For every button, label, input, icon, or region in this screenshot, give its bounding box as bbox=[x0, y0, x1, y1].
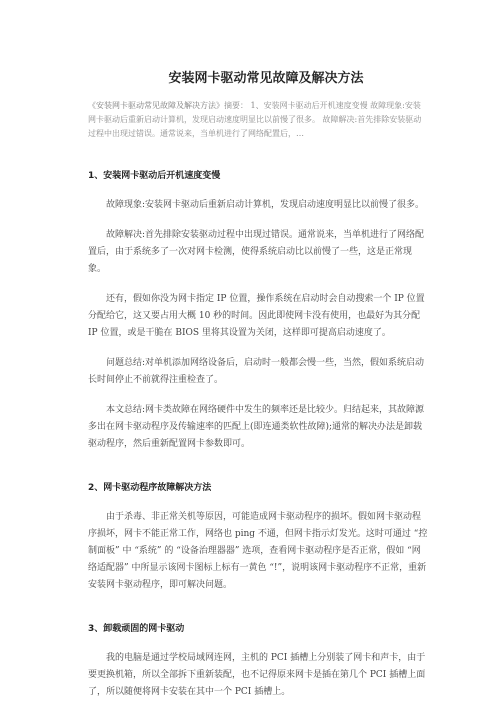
summary-text: 摘要： 1、安装网卡驱动后开机速度变慢 故障现象:安装网卡驱动后重新启动计算机，发现启动速度明显比以前慢了很多。 故障解决:首先排除安装驱动过程中出现过错误。通常说来，当单机进行了网络配置后，… bbox=[88, 101, 422, 138]
paragraph: 故障解决:首先排除安装驱动过程中出现过错误。通常说来，当单机进行了网络配置后，由于系统多了一次对网卡检测，使得系统启动比以前慢了一些，这是正常现象。 bbox=[88, 230, 425, 274]
paragraph: 我的电脑是通过学校局域网连网，主机的 PCI 插槽上分别装了网卡和声卡，由于要更换机箱，所以全部拆下重新装配，也不记得原来网卡是插在第几个 PCI 插槽上面了，所以随便将网卡安装在其中一个 PCI 插槽上。 bbox=[88, 653, 426, 697]
article-title: 安装网卡驱动常见故障及解决方法 bbox=[168, 71, 364, 86]
paragraph: 本文总结:网卡类故障在网络硬件中发生的频率还是比较少。归结起来，其故障源多出在网卡驱动程序及传输速率的匹配上(即连通类软性故障);通常的解决办法是卸载驱动程序，然后重新配置网卡参数即可。 bbox=[88, 405, 425, 449]
section-heading-2: 2、网卡驱动程序故障解决方法 bbox=[88, 483, 212, 493]
paragraph: 问题总结:对单机添加网络设备后，启动时一般都会慢一些，当然，假如系统启动长时间停止不前就得注重检查了。 bbox=[88, 358, 425, 385]
paragraph: 还有，假如你没为网卡指定 IP 位置，操作系统在启动时会自动搜索一个 IP 位置分配给它，这又要占用大概 10 秒的时间。因此即使网卡没有使用，也最好为其分配 IP 位置，或是干脆在 BIOS 里将其设置为关闭，这样即可提高启动速度了。 bbox=[88, 294, 425, 338]
article-summary bbox=[88, 99, 428, 141]
paragraph: 由于杀毒、非正常关机等原因，可能造成网卡驱动程序的损坏。假如网卡驱动程序损坏，网卡不能正常工作，网络也 ping 不通，但网卡指示灯发光。这时可通过 “控制面板” 中 “系统” 的 “设备治理器器” 选项，查看网卡驱动程序是否正常，假如 “网络适配器” 中所显示该网卡图标上标有一黄色 “!”，说明该网卡驱动程序不正常，重新安装网卡驱动程序，即可解决问题。 bbox=[88, 512, 428, 590]
section-heading-1: 1、安装网卡驱动后开机速度变慢 bbox=[88, 171, 221, 181]
section-heading-3: 3、卸载顽固的网卡驱动 bbox=[88, 624, 185, 634]
paragraph: 故障现象:安装网卡驱动后重新启动计算机，发现启动速度明显比以前慢了很多。 bbox=[106, 200, 425, 210]
summary-lead: 《安装网卡驱动常见故障及解决方法》 bbox=[88, 101, 224, 110]
